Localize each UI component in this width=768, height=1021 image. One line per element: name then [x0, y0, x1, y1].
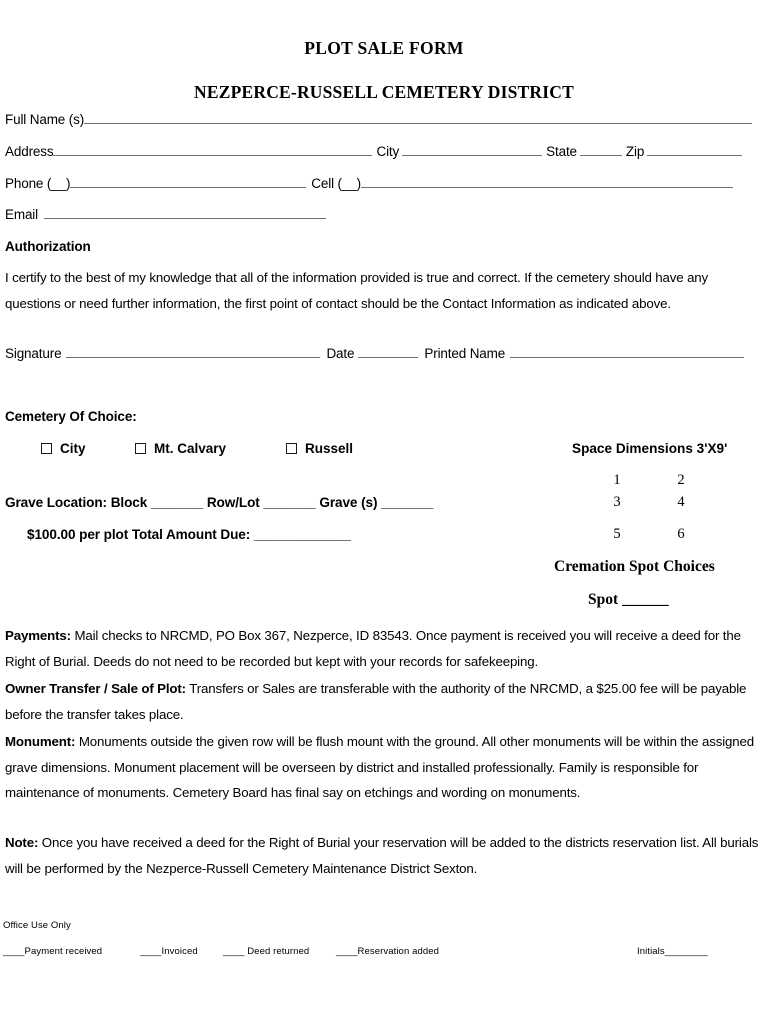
- address-input-rule[interactable]: [53, 145, 372, 156]
- state-label: State: [546, 144, 577, 159]
- space-dimensions-title: Space Dimensions 3'X9': [572, 441, 728, 456]
- space-number-1[interactable]: 1: [613, 472, 621, 488]
- authorization-body: I certify to the best of my knowledge that all of the information provided is true and correct. If the cemetery should have any questions or need further information, the first point of contact should be the Contact Information as indicated above.: [5, 270, 709, 311]
- full-name-field-row: [5, 113, 752, 127]
- policy-monument-heading: Monument:: [5, 734, 76, 749]
- checkbox-russell[interactable]: [286, 443, 297, 454]
- printed-name-label: Printed Name: [424, 346, 506, 361]
- zip-label: Zip: [625, 144, 645, 159]
- checkbox-city-label: City: [60, 441, 86, 456]
- page-title: PLOT SALE FORM: [304, 38, 464, 58]
- email-label: Email: [5, 207, 39, 222]
- grave-location-row: [5, 495, 433, 510]
- cremation-spot-value[interactable]: ______: [622, 591, 669, 608]
- grave-block-label: Block: [110, 495, 148, 510]
- full-name-label: Full Name (s): [5, 112, 85, 127]
- policy-payments: [5, 623, 759, 674]
- cemetery-choice-heading: Cemetery Of Choice:: [5, 409, 137, 424]
- email-input-rule[interactable]: [44, 208, 326, 219]
- policy-payments-heading: Payments:: [5, 628, 71, 643]
- address-label: Address: [5, 144, 54, 159]
- cremation-spot-label: Spot: [588, 591, 619, 608]
- cemetery-option-mt-calvary[interactable]: [135, 440, 226, 458]
- checkbox-city[interactable]: [41, 443, 52, 454]
- address-field-row: [5, 145, 742, 159]
- email-field-row: [5, 208, 326, 222]
- date-input-rule[interactable]: [358, 347, 418, 358]
- phone-field-row: [5, 177, 733, 191]
- policy-owner-transfer-text: Transfers or Sales are transferable with the authority of the NRCMD, a $25.00 fee will be payable before the transfer takes place.: [5, 681, 747, 722]
- checkbox-mt-calvary-label: Mt. Calvary: [154, 441, 227, 456]
- phone-input-rule[interactable]: [70, 177, 306, 188]
- cemetery-option-russell[interactable]: [286, 440, 353, 458]
- grave-price-row: [27, 527, 351, 542]
- cell-input-rule[interactable]: [361, 177, 733, 188]
- policy-note-heading: Note:: [5, 835, 39, 850]
- grave-location-label: Grave Location:: [5, 495, 107, 510]
- signature-label: Signature: [5, 346, 62, 361]
- date-label: Date: [326, 346, 355, 361]
- policy-note-text: Once you have received a deed for the Right of Burial your reservation will be added to the districts reservation list. All burials will be performed by the Nezperce-Russell Cemetery Maintenance District Sexton.: [5, 835, 759, 876]
- office-item-reservation-added[interactable]: ____Reservation added: [336, 946, 439, 957]
- office-item-deed-returned[interactable]: ____ Deed returned: [223, 946, 310, 957]
- space-number-6[interactable]: 6: [677, 526, 685, 542]
- space-number-3[interactable]: 3: [613, 494, 621, 510]
- state-input-rule[interactable]: [580, 145, 622, 156]
- phone-label: Phone (__): [5, 176, 71, 191]
- office-use-heading: Office Use Only: [3, 920, 71, 931]
- authorization-heading: Authorization: [5, 239, 91, 254]
- policy-owner-transfer-heading: Owner Transfer / Sale of Plot:: [5, 681, 186, 696]
- policy-monument: [5, 729, 759, 806]
- office-item-payment-received[interactable]: ____Payment received: [3, 946, 103, 957]
- grave-rowlot-value[interactable]: _______: [263, 495, 316, 510]
- document-header: [0, 0, 768, 103]
- signature-field-row: [5, 347, 744, 361]
- office-item-invoiced[interactable]: ____Invoiced: [140, 946, 198, 957]
- city-input-rule[interactable]: [402, 145, 542, 156]
- printed-name-input-rule[interactable]: [510, 347, 744, 358]
- policy-monument-text: Monuments outside the given row will be flush mount with the ground. All other monuments will be within the assigned grave dimensions. Monument placement will be overseen by district and installed professionally. Family is responsible for maintenance of monuments. Cemetery Board has final say on etchings and wording on monuments.: [5, 734, 754, 800]
- cemetery-option-city[interactable]: [41, 440, 86, 458]
- office-initials[interactable]: Initials________: [637, 946, 708, 957]
- space-number-4[interactable]: 4: [677, 494, 685, 510]
- grave-block-value[interactable]: _______: [150, 495, 204, 510]
- cremation-spot-choices-title: Cremation Spot Choices: [554, 558, 715, 575]
- zip-input-rule[interactable]: [647, 145, 742, 156]
- grave-graves-value[interactable]: _______: [381, 495, 434, 510]
- policy-owner-transfer: [5, 676, 759, 727]
- grave-rowlot-label: Row/Lot: [206, 495, 260, 510]
- policy-note: [5, 830, 759, 881]
- grave-price-label: $100.00 per plot Total Amount Due:: [27, 527, 251, 542]
- office-use-items: [3, 946, 439, 957]
- cell-label: Cell (__): [311, 176, 361, 191]
- cremation-spot-row: [588, 591, 669, 609]
- grave-price-value[interactable]: _____________: [253, 527, 351, 542]
- grave-graves-label: Grave (s): [319, 495, 378, 510]
- city-label: City: [376, 144, 400, 159]
- space-number-2[interactable]: 2: [677, 472, 685, 488]
- full-name-input-rule[interactable]: [84, 113, 752, 124]
- checkbox-russell-label: Russell: [305, 441, 354, 456]
- signature-input-rule[interactable]: [66, 347, 320, 358]
- page-subtitle: NEZPERCE-RUSSELL CEMETERY DISTRICT: [194, 82, 574, 102]
- space-number-5[interactable]: 5: [613, 526, 621, 542]
- policy-payments-text: Mail checks to NRCMD, PO Box 367, Nezperce, ID 83543. Once payment is received you will receive a deed for the Right of Burial. Deeds do not need to be recorded but kept with your records for safekeeping.: [5, 628, 741, 669]
- checkbox-mt-calvary[interactable]: [135, 443, 146, 454]
